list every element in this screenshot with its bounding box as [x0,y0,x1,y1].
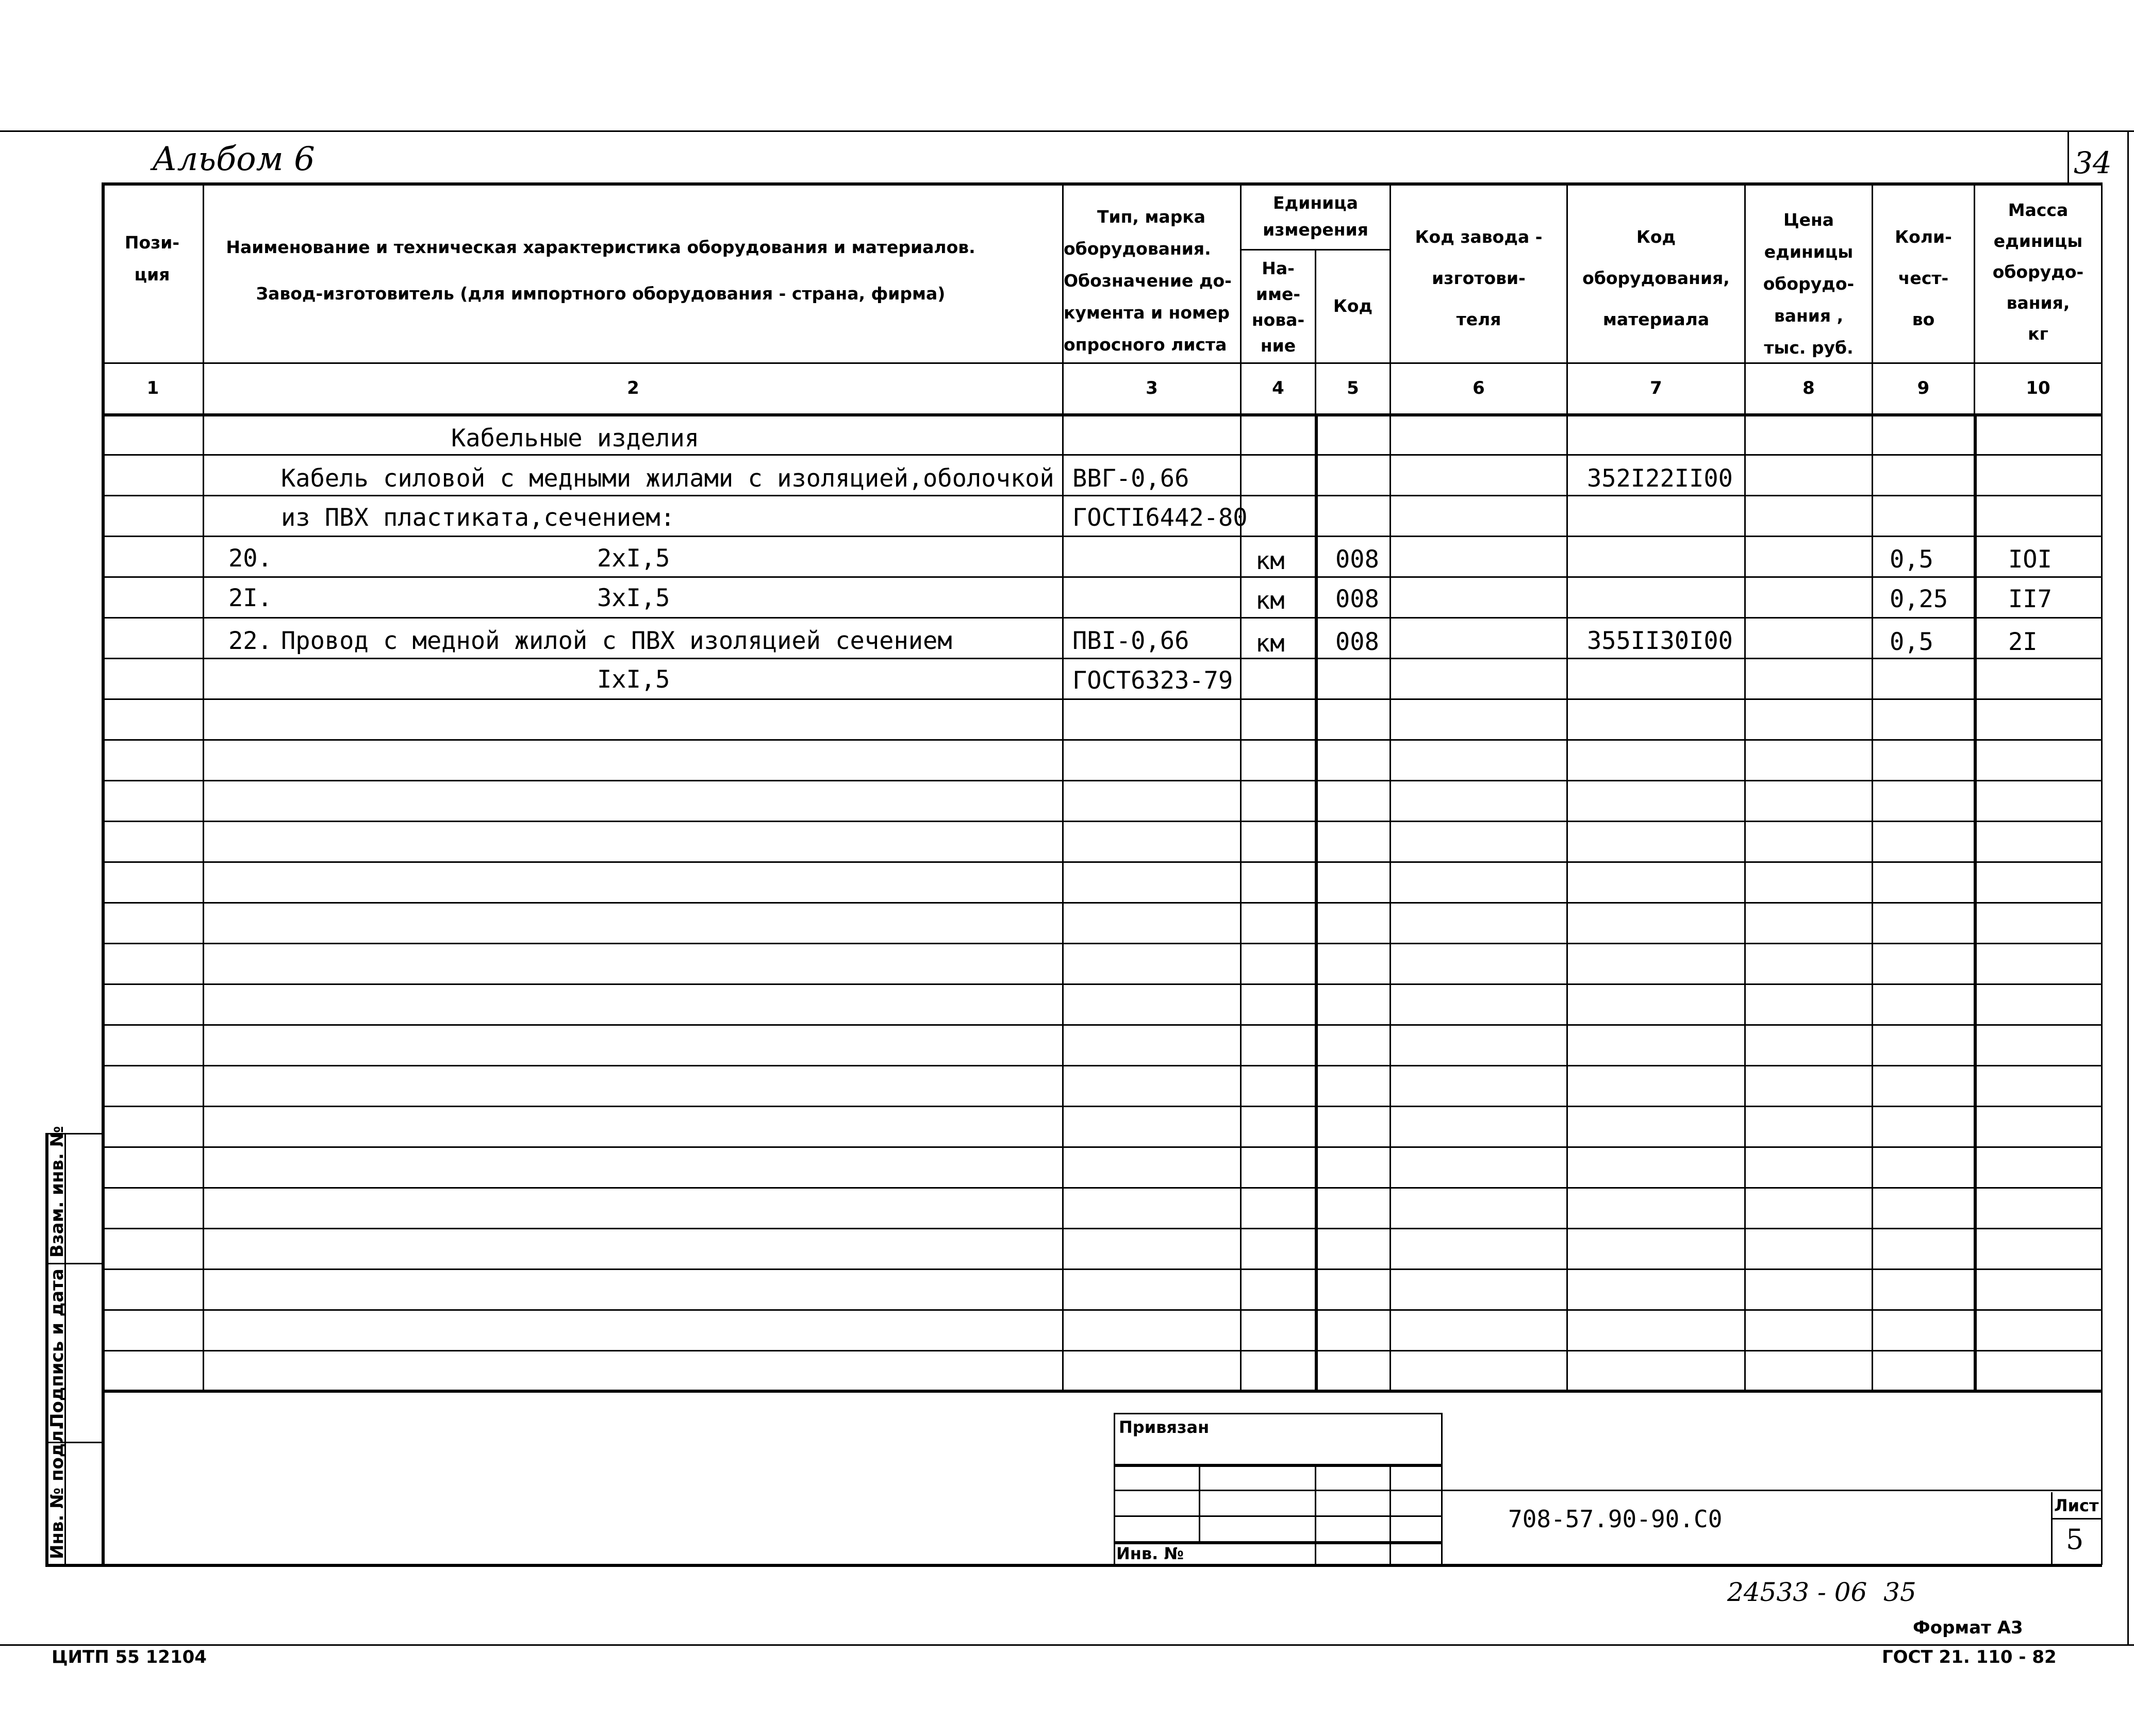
row-type: ВВГ-0,66 [1072,464,1189,493]
citp-label: ЦИТП 55 12104 [52,1647,207,1667]
inv-number-label: Инв. № [1116,1544,1184,1563]
header-position [103,227,201,291]
row-type: ГОСТI6442-80 [1072,504,1248,532]
col-number-4: 4 [1272,378,1284,398]
col-number-7: 7 [1650,378,1662,398]
page-number: 34 [2074,145,2112,180]
sheet-label: Лист [2054,1496,2099,1515]
row-position: 2I. [228,584,272,612]
col-number-9: 9 [1917,378,1930,398]
header-name [206,224,995,317]
row-code: 008 [1335,628,1379,656]
row-quantity: 0,25 [1890,585,1948,613]
row-mass: II7 [2008,585,2052,613]
header-line: теля [1456,309,1501,329]
privyazan-label: Привязан [1119,1417,1210,1437]
unit-group-divider [1242,249,1391,251]
row-quantity: 0,5 [1890,545,1933,574]
table-row-line [102,576,2102,578]
sheet-number: 5 [2066,1523,2084,1556]
header-line: Обозначение до- [1064,271,1232,291]
header-line: Масса [2008,200,2069,220]
row-unit: км [1255,629,1285,658]
header-line: оборудо- [1992,262,2084,282]
row-position: 22. [228,627,272,655]
header-line: На- [1262,258,1295,278]
row-equip-code: 352I22II00 [1587,464,1733,493]
row-code: 008 [1335,545,1379,574]
privyazan-line-2 [1114,1490,1443,1491]
table-row-line [102,1228,2102,1229]
side-strip-bottom [45,1564,102,1567]
table-row-line [102,1106,2102,1107]
section-title: Кабельные изделия [451,424,700,453]
header-line: во [1912,309,1935,329]
row-name: Провод с медной жилой с ПВХ изоляцией сечением [281,627,952,655]
header-line: Пози- [124,232,180,253]
header-line: кумента и номер [1064,303,1230,323]
row-name: IxI,5 [597,665,670,694]
privyazan-line-3 [1114,1515,1443,1517]
row-type: ПВI-0,66 [1072,627,1189,655]
header-line: опросного листа [1064,335,1227,355]
row-quantity: 0,5 [1890,628,1933,656]
frame-top-line [0,130,2134,132]
table-row-line [102,1024,2102,1026]
table-row-line [102,1065,2102,1066]
row-name: Кабель силовой с медными жилами с изоляцией,оболочкой [281,464,1054,493]
document-code: 708-57.90-90.C0 [1508,1505,1723,1533]
header-line: ция [134,264,170,285]
header-unit-name [1242,256,1315,359]
header-line: кг [2028,324,2048,344]
header-line: тыс. руб. [1764,338,1854,358]
privyazan-top [1114,1413,1443,1414]
table-row-line [102,983,2102,985]
header-price [1746,204,1872,364]
header-unit-code: Код [1333,296,1373,316]
header-line: име- [1255,284,1301,304]
header-line: изготови- [1432,268,1526,288]
row-position: 20. [228,544,272,573]
table-row-line [102,1309,2102,1311]
header-mass [1975,195,2101,349]
header-line: нова- [1251,310,1305,330]
header-line: Тип, марка [1097,207,1205,227]
side-strip-line-1 [45,1263,102,1264]
row-unit: км [1255,587,1285,615]
side-label-signature-date: Подпись и дата [47,1268,68,1428]
header-line: чест- [1898,268,1949,288]
header-line: оборудования. [1064,239,1211,259]
table-row-line [102,780,2102,781]
header-type [1064,201,1239,361]
table-row-line [102,821,2102,822]
frame-bottom-line [0,1644,2134,1646]
side-label-replace-inv: Взам. инв. № [47,1126,68,1258]
header-line: единицы [1993,231,2083,251]
privyazan-col-1 [1199,1464,1200,1541]
header-line: вания, [2006,293,2070,313]
stamp-right-border [2101,1390,2103,1565]
page-number-divider [2067,131,2069,183]
gost-label: ГОСТ 21. 110 - 82 [1882,1647,2057,1667]
col-number-6: 6 [1473,378,1485,398]
row-name: 3xI,5 [597,584,670,612]
handwritten-number: 24533 - 06 35 [1727,1577,1916,1607]
header-line: ние [1260,336,1296,356]
row-mass: IOI [2008,545,2052,574]
row-name: из ПВХ пластиката,сечением: [281,504,675,532]
table-row-line [102,943,2102,944]
header-quantity [1873,216,1974,340]
table-row-line [102,1146,2102,1148]
row-type: ГОСТ6323-79 [1072,666,1233,695]
side-label-inv-original: Инв. № подл. [47,1423,68,1559]
stamp-bottom-border [102,1564,2102,1567]
row-mass: 2I [2008,628,2038,656]
header-unit-group [1242,190,1389,243]
album-title: Альбом 6 [152,140,315,178]
header-line: материала [1602,309,1710,329]
privyazan-col-2 [1315,1464,1316,1564]
header-maker-code [1391,216,1566,340]
col-number-8: 8 [1802,378,1815,398]
privyazan-line-1 [1114,1464,1443,1467]
col-number-2: 2 [627,378,639,398]
row-unit: км [1255,547,1285,575]
header-line: Цена [1783,210,1834,230]
col-line-10 [2101,182,2103,1391]
col-number-3: 3 [1146,378,1158,398]
row-code: 008 [1335,585,1379,613]
header-line: Завод-изготовитель (для импортного оборудования - страна, фирма) [256,283,946,304]
header-line: вания , [1774,306,1844,326]
sheet-box-left [2051,1492,2053,1564]
header-line: оборудо- [1763,274,1855,294]
table-row-line [102,617,2102,619]
header-line: Код [1636,227,1676,247]
header-line: Коли- [1895,227,1952,247]
header-line: Код завода - [1415,227,1543,247]
table-row-line [102,1187,2102,1189]
doc-code-line [1441,1490,2101,1491]
row-equip-code: 355II30I00 [1587,627,1733,655]
col-number-1: 1 [146,378,159,398]
header-line: измерения [1263,220,1368,240]
table-row-line [102,902,2102,904]
row-name: 2xI,5 [597,544,670,573]
sheet-box-divider [2051,1518,2101,1520]
table-row-line [102,861,2102,863]
table-row-line [102,454,2102,456]
header-line: оборудования, [1582,268,1730,288]
col-number-5: 5 [1347,378,1359,398]
table-top-border [102,182,2102,186]
privyazan-col-3 [1389,1464,1391,1564]
table-row-line [102,1350,2102,1351]
table-row-line [102,739,2102,741]
table-bottom-border [102,1390,2102,1393]
header-equip-code [1568,216,1744,340]
header-line: единицы [1764,242,1854,262]
format-label: Формат А3 [1913,1617,2023,1638]
header-line: Единица [1273,193,1358,213]
header-line: Наименование и техническая характеристика оборудования и материалов. [226,237,975,257]
col-number-10: 10 [2026,378,2050,398]
table-row-line [102,1268,2102,1270]
frame-right-line [2127,130,2129,1646]
